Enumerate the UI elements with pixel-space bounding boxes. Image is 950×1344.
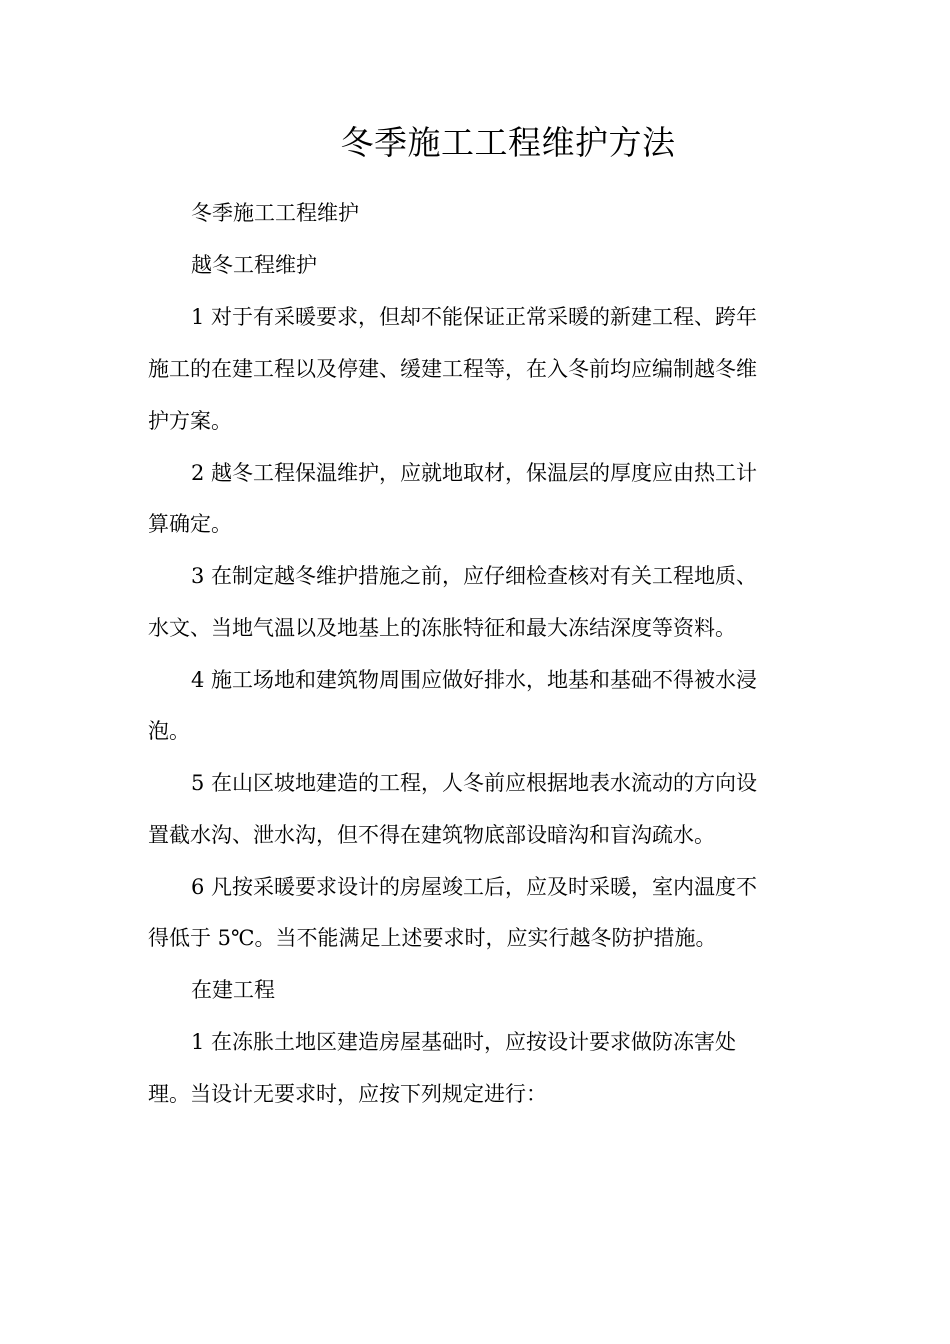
paragraph-line: 6 凡按采暖要求设计的房屋竣工后，应及时采暖，室内温度不 [191, 875, 758, 899]
paragraph-line: 护方案。 [148, 409, 232, 433]
paragraph-line: 水文、当地气温以及地基上的冻胀特征和最大冻结深度等资料。 [148, 616, 736, 640]
paragraph-line: 4 施工场地和建筑物周围应做好排水，地基和基础不得被水浸 [191, 668, 758, 692]
paragraph-line: 5 在山区坡地建造的工程，人冬前应根据地表水流动的方向设 [191, 771, 758, 795]
paragraph-line: 3 在制定越冬维护措施之前，应仔细检查核对有关工程地质、 [191, 564, 758, 588]
subsection-heading: 越冬工程维护 [191, 253, 317, 277]
document-title: 冬季施工工程维护方法 [340, 123, 676, 162]
paragraph-line: 置截水沟、泄水沟，但不得在建筑物底部设暗沟和盲沟疏水。 [148, 823, 715, 847]
subsection-heading: 在建工程 [191, 978, 275, 1002]
paragraph-line: 理。当设计无要求时，应按下列规定进行： [148, 1082, 547, 1106]
paragraph-line: 施工的在建工程以及停建、缓建工程等，在入冬前均应编制越冬维 [148, 357, 757, 381]
paragraph-line: 1 对于有采暖要求，但却不能保证正常采暖的新建工程、跨年 [191, 305, 758, 329]
paragraph-line: 2 越冬工程保温维护，应就地取材，保温层的厚度应由热工计 [191, 461, 758, 485]
paragraph-line: 泡。 [148, 719, 190, 743]
paragraph-line: 算确定。 [148, 512, 232, 536]
paragraph-line: 得低于 5℃。当不能满足上述要求时，应实行越冬防护措施。 [148, 926, 717, 950]
paragraph-line: 1 在冻胀土地区建造房屋基础时，应按设计要求做防冻害处 [191, 1030, 737, 1054]
section-heading: 冬季施工工程维护 [191, 201, 359, 225]
